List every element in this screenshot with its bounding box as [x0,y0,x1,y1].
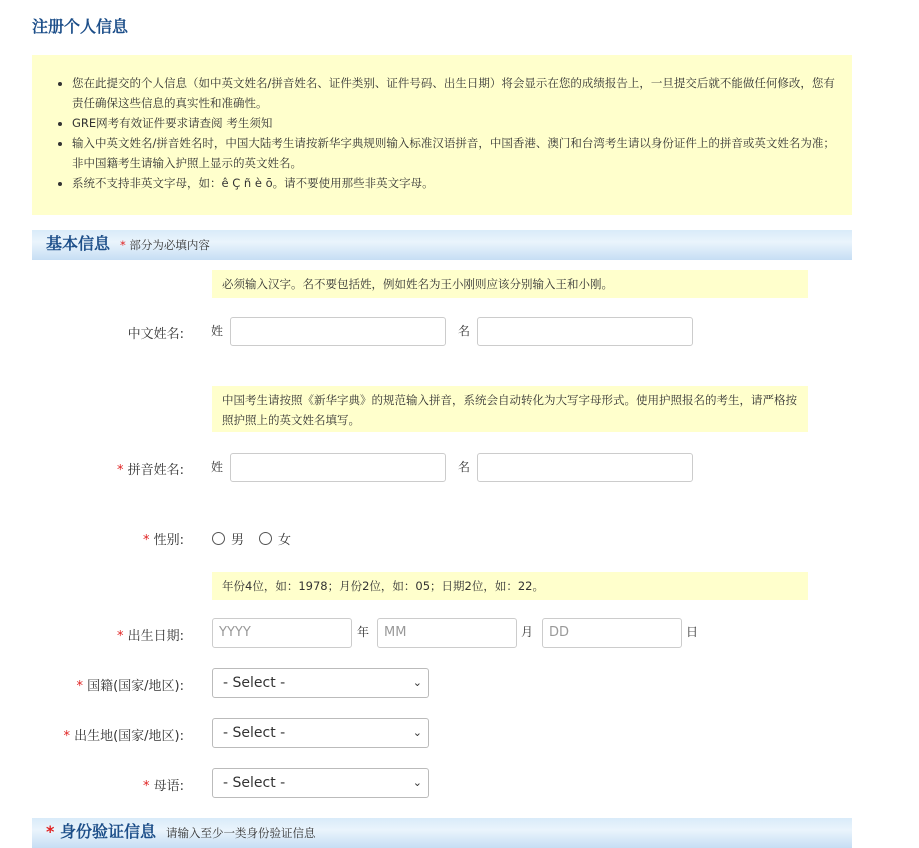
gender-female-radio[interactable]: 女 [259,529,291,548]
nationality-label: * 国籍(国家/地区): [76,679,184,694]
section-title: 身份验证信息 [59,822,156,841]
pinyin-name-label: * 拼音姓名: [116,463,184,478]
chevron-down-icon: ⌄ [412,676,422,689]
nationality-select[interactable]: - Select - ⌄ [212,668,429,698]
hint-pinyin: 中国考生请按照《新华字典》的规范输入拼音，系统会自动转化为大写字母形式。使用护照报名的考生，请严格按照护照上的英文姓名填写。 [212,386,808,432]
section-title: 基本信息 [46,234,111,253]
hint-chinese-name: 必须输入汉字。名不要包括姓，例如姓名为王小刚则应该分别输入王和小刚。 [212,270,808,298]
given-name-label: 名 [458,324,471,338]
pinyin-surname-input[interactable] [230,453,446,482]
notice-item[interactable]: • GRE网考有效证件要求请查阅 考生须知 [72,113,852,133]
year-label: 年 [357,625,370,639]
page-title: 注册个人信息 [32,17,129,36]
pinyin-given-name-input[interactable] [477,453,693,482]
notice-box [32,55,852,215]
chinese-name-label: 中文姓名: [127,327,184,342]
identity-header: * 身份验证信息 请输入至少一类身份验证信息 [32,818,852,848]
surname-label: 姓 [211,460,224,474]
dob-label: * 出生日期: [116,629,184,644]
hint-dob: 年份4位，如：1978；月份2位，如：05；日期2位，如：22。 [212,572,808,600]
basic-info-header [32,230,852,260]
notice-item: • 输入中英文姓名/拼音姓名时，中国大陆考生请按新华字典规则输入标准汉语拼音，中国香港、澳门和台湾考生请以身份证件上的拼音或英文姓名为准；非中国籍考生请输入护照上显示的英文姓名。 [72,133,852,173]
radio-icon [212,532,225,545]
section-subtitle: 部分为必填内容 [129,238,210,252]
birthplace-label: * 出生地(国家/地区): [63,729,184,744]
dob-year-input[interactable]: YYYY [212,618,352,648]
gender-label: * 性别: [142,533,184,548]
dob-month-input[interactable]: MM [377,618,517,648]
required-star: * [120,238,126,252]
section-subtitle: 请输入至少一类身份验证信息 [165,826,316,840]
surname-label: 姓 [211,324,224,338]
native-language-label: * 母语: [142,779,184,794]
chinese-given-name-input[interactable] [477,317,693,346]
notice-item: • 系统不支持非英文字母，如：ê Ç ñ è ō。请不要使用那些非英文字母。 [72,173,852,193]
native-language-select[interactable]: - Select - ⌄ [212,768,429,798]
day-label: 日 [686,625,699,639]
notice-item: • 您在此提交的个人信息（如中英文姓名/拼音姓名、证件类别、证件号码、出生日期）将会显示在您的成绩报告上，一旦提交后就不能做任何修改，您有责任确保这些信息的真实性和准确性。 [72,73,852,113]
chevron-down-icon: ⌄ [412,776,422,789]
given-name-label: 名 [458,460,471,474]
dob-day-input[interactable]: DD [542,618,682,648]
chevron-down-icon: ⌄ [412,726,422,739]
month-label: 月 [521,625,534,639]
gender-male-radio[interactable]: 男 [212,529,244,548]
radio-icon [259,532,272,545]
chinese-surname-input[interactable] [230,317,446,346]
birthplace-select[interactable]: - Select - ⌄ [212,718,429,748]
